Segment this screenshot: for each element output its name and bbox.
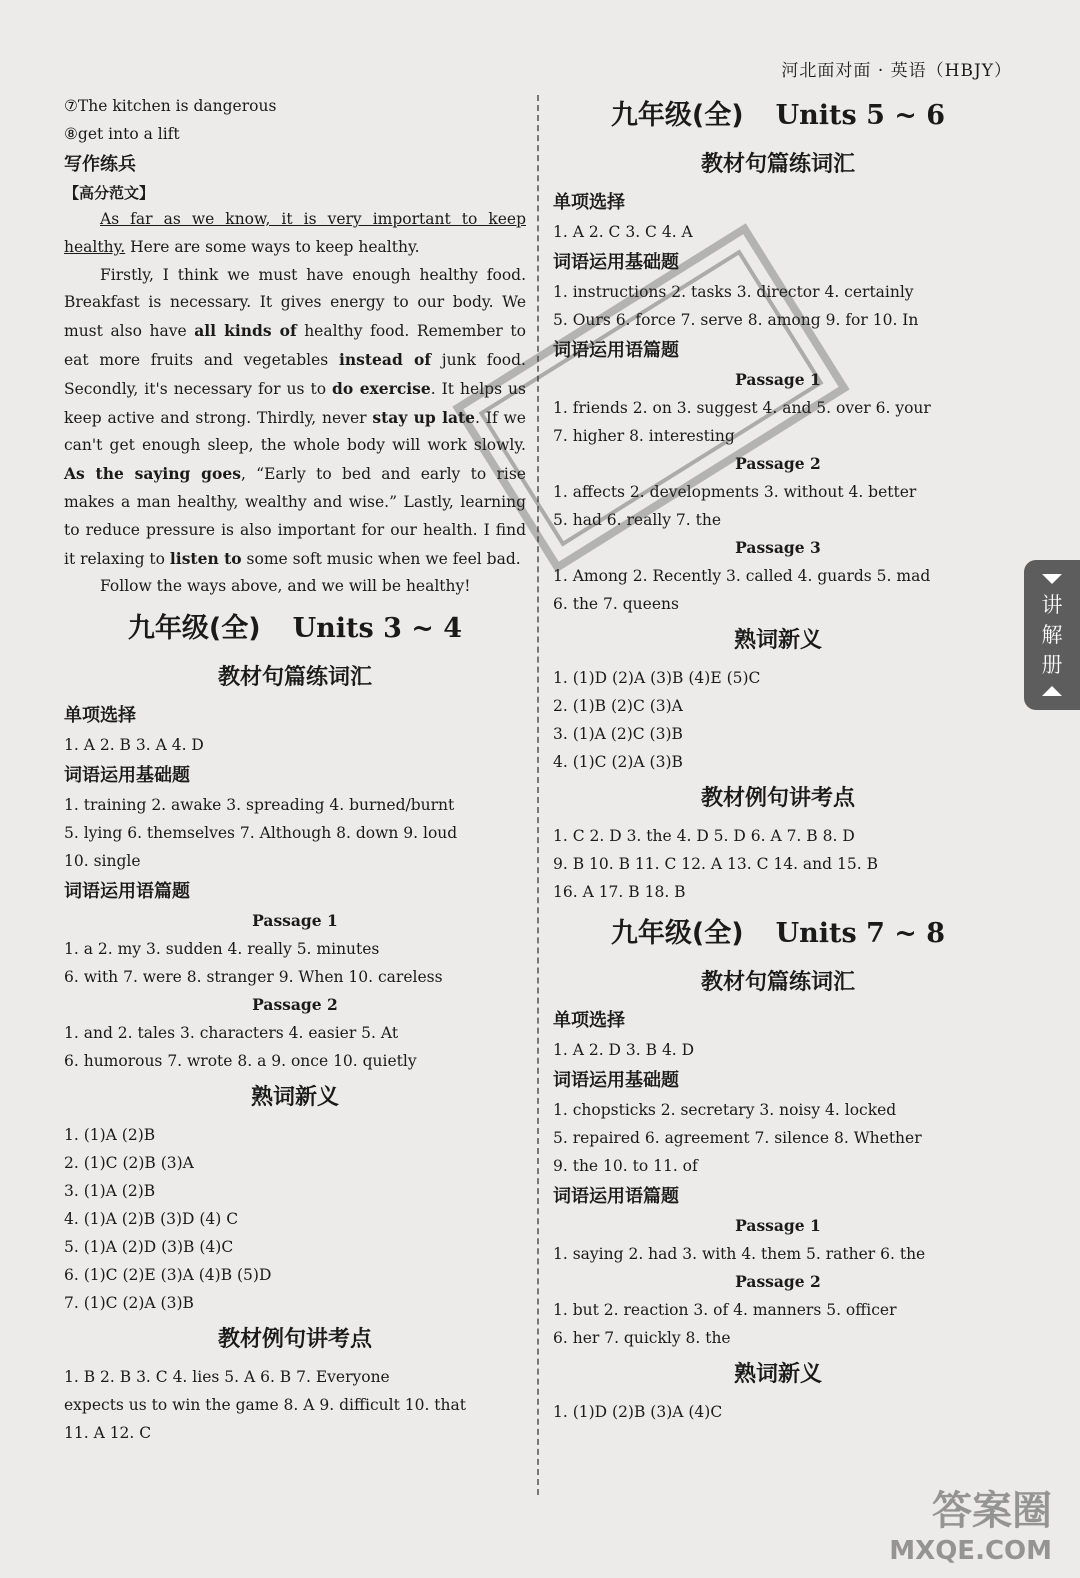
chevron-down-icon xyxy=(1042,574,1062,584)
answer-line: ⑦The kitchen is dangerous xyxy=(64,97,277,115)
answer-line: 6. with 7. were 8. stranger 9. When 10. careless xyxy=(64,968,443,987)
section-heading: 词语运用基础题 xyxy=(64,765,190,787)
section-heading: 词语运用语篇题 xyxy=(553,1186,679,1207)
answer-line: 1. friends 2. on 3. suggest 4. and 5. over 6. your xyxy=(553,399,931,417)
passage-label: Passage 1 xyxy=(735,370,821,389)
answer-line: 6. humorous 7. wrote 8. a 9. once 10. quietly xyxy=(64,1052,417,1071)
side-tab-char: 册 xyxy=(1041,653,1063,677)
answer-line: 1. a 2. my 3. sudden 4. really 5. minutes xyxy=(64,940,380,959)
answer-line: 9. the 10. to 11. of xyxy=(553,1157,698,1175)
passage-label: Passage 3 xyxy=(735,538,821,557)
unit-title xyxy=(64,609,526,649)
essay-phrase: stay up late xyxy=(372,407,476,427)
answer-line: 5. had 6. really 7. the xyxy=(553,511,722,529)
answer-line: 16. A 17. B 18. B xyxy=(553,883,686,901)
essay-phrase: instead of xyxy=(339,349,432,369)
answer-line: 2. (1)B (2)C (3)A xyxy=(553,697,683,715)
answer-line: 1. (1)A (2)B xyxy=(64,1126,156,1145)
answer-line: 1. A 2. B 3. A 4. D xyxy=(64,736,204,755)
essay-text: some soft music when we feel bad. xyxy=(241,549,521,568)
sub-title: 熟词新义 xyxy=(250,1085,339,1111)
answer-line: 3. (1)A (2)B xyxy=(64,1182,156,1201)
answer-line: expects us to win the game 8. A 9. difficult 10. that xyxy=(64,1396,466,1415)
unit-range: Units 5 ~ 6 xyxy=(775,100,946,131)
answer-line: 1. A 2. C 3. C 4. A xyxy=(553,223,693,241)
sub-title: 教材句篇练词汇 xyxy=(700,152,855,177)
essay-tag: 【高分范文】 xyxy=(64,184,155,202)
essay-text: Firstly, I think we must have enough healthy food. Breakfast is necessary. It gives energy to our body. We must also have xyxy=(64,265,526,341)
unit-title xyxy=(553,914,1003,954)
answer-line: 1. chopsticks 2. secretary 3. noisy 4. locked xyxy=(553,1101,897,1119)
column-divider xyxy=(537,95,539,1495)
section-heading: 写作练兵 xyxy=(64,154,136,175)
answer-line: 1. (1)D (2)B (3)A (4)C xyxy=(553,1403,723,1421)
answer-line: 10. single xyxy=(64,852,141,871)
answer-line: 6. the 7. queens xyxy=(553,595,679,613)
section-heading: 词语运用语篇题 xyxy=(553,340,679,361)
answer-line: 1. and 2. tales 3. characters 4. easier 5. At xyxy=(64,1024,399,1043)
passage-label: Passage 1 xyxy=(252,911,338,931)
answer-line: 4. (1)A (2)B (3)D (4) C xyxy=(64,1210,239,1229)
sub-title: 教材例句讲考点 xyxy=(217,1327,372,1353)
answer-line: 3. (1)A (2)C (3)B xyxy=(553,725,683,743)
essay-underlined-sentence: As far as we know, it is very important to keep healthy. xyxy=(64,210,526,256)
answer-line: 7. (1)C (2)A (3)B xyxy=(64,1294,194,1313)
essay-text: Here are some ways to keep healthy. xyxy=(125,237,420,256)
essay-phrase: As the saying goes xyxy=(64,464,241,484)
essay-phrase: do exercise xyxy=(332,378,431,398)
page-header: 河北面对面 · 英语（HBJY） xyxy=(781,61,1012,81)
essay-paragraph: Follow the ways above, and we will be healthy! xyxy=(100,577,471,596)
answer-line: 1. training 2. awake 3. spreading 4. burned/burnt xyxy=(64,796,455,815)
answer-line: 1. instructions 2. tasks 3. director 4. certainly xyxy=(553,283,914,301)
answer-line: 9. B 10. B 11. C 12. A 13. C 14. and 15. B xyxy=(553,855,878,873)
answer-line: 5. (1)A (2)D (3)B (4)C xyxy=(64,1238,234,1257)
answer-line: 1. B 2. B 3. C 4. lies 5. A 6. B 7. Everyone xyxy=(64,1368,390,1387)
chevron-up-icon xyxy=(1042,686,1062,696)
answer-line: 5. lying 6. themselves 7. Although 8. down 9. loud xyxy=(64,824,458,843)
answer-line: 6. (1)C (2)E (3)A (4)B (5)D xyxy=(64,1266,272,1285)
essay-text: , “Early to bed and early to rise makes a man healthy, wealthy and wise.” Lastly, learning to reduce pressure is also important for our health. I find it relaxing to xyxy=(64,465,526,568)
essay-phrase: all kinds of xyxy=(194,321,297,341)
essay-text: junk food. Secondly, it's necessary for us to xyxy=(64,350,526,398)
answer-line: 4. (1)C (2)A (3)B xyxy=(553,753,683,771)
side-tab-char: 讲 xyxy=(1041,593,1063,617)
passage-label: Passage 2 xyxy=(735,454,821,473)
essay-text: . It helps us keep active and strong. Thirdly, never xyxy=(64,379,526,427)
section-heading: 词语运用基础题 xyxy=(553,1070,679,1091)
grade-label: 九年级(全) xyxy=(127,613,261,645)
section-heading: 词语运用语篇题 xyxy=(64,881,190,903)
answer-line: 7. higher 8. interesting xyxy=(553,427,735,445)
answer-line: 1. A 2. D 3. B 4. D xyxy=(553,1041,695,1059)
unit-range: Units 3 ~ 4 xyxy=(292,613,463,645)
answer-line: 1. (1)D (2)A (3)B (4)E (5)C xyxy=(553,669,761,687)
section-heading: 单项选择 xyxy=(553,192,625,213)
watermark-url: MXQE.COM xyxy=(889,1536,1052,1566)
section-heading: 单项选择 xyxy=(64,705,136,727)
answer-line: 11. A 12. C xyxy=(64,1424,152,1443)
answer-line: 1. but 2. reaction 3. of 4. manners 5. officer xyxy=(553,1301,897,1319)
essay-text: . If we can't get enough sleep, the whole body will work slowly. xyxy=(64,408,526,455)
passage-label: Passage 2 xyxy=(735,1272,821,1291)
sub-title: 教材句篇练词汇 xyxy=(700,970,855,995)
answer-line: 1. affects 2. developments 3. without 4. better xyxy=(553,483,917,501)
section-heading: 单项选择 xyxy=(553,1010,625,1031)
answer-line: ⑧get into a lift xyxy=(64,125,180,143)
essay-phrase: listen to xyxy=(169,548,242,568)
sub-title: 教材句篇练词汇 xyxy=(217,665,372,691)
unit-title xyxy=(553,96,1003,136)
essay-paragraph xyxy=(64,206,526,262)
left-column xyxy=(64,92,526,1447)
section-heading: 词语运用基础题 xyxy=(553,252,679,273)
answer-line: 1. saying 2. had 3. with 4. them 5. rather 6. the xyxy=(553,1245,926,1263)
answer-line: 5. repaired 6. agreement 7. silence 8. Whether xyxy=(553,1129,922,1147)
watermark xyxy=(889,1479,1052,1566)
sub-title: 教材例句讲考点 xyxy=(700,786,855,811)
answer-line: 5. Ours 6. force 7. serve 8. among 9. for 10. In xyxy=(553,311,919,329)
answer-line: 6. her 7. quickly 8. the xyxy=(553,1329,731,1347)
passage-label: Passage 2 xyxy=(252,995,338,1015)
answer-line: 2. (1)C (2)B (3)A xyxy=(64,1154,194,1173)
side-tab-char: 解 xyxy=(1041,623,1063,647)
watermark-title: 答案圈 xyxy=(932,1488,1052,1534)
unit-range: Units 7 ~ 8 xyxy=(775,918,946,949)
sub-title: 熟词新义 xyxy=(733,628,822,653)
passage-label: Passage 1 xyxy=(735,1216,821,1235)
essay-text: healthy food. Remember to eat more fruits and vegetables xyxy=(64,322,526,369)
answer-line: 1. C 2. D 3. the 4. D 5. D 6. A 7. B 8. D xyxy=(553,827,855,845)
grade-label: 九年级(全) xyxy=(610,100,744,131)
essay-paragraph xyxy=(64,262,526,574)
side-tab[interactable] xyxy=(1024,560,1080,710)
sub-title: 熟词新义 xyxy=(733,1362,822,1387)
grade-label: 九年级(全) xyxy=(610,918,744,949)
answer-line: 1. Among 2. Recently 3. called 4. guards 5. mad xyxy=(553,567,931,585)
